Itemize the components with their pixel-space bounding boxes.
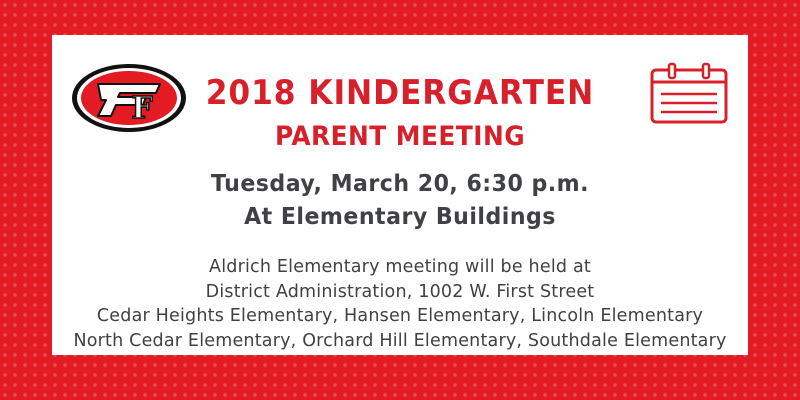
meeting-location: At Elementary Buildings bbox=[244, 204, 556, 230]
detail-line: Aldrich Elementary meeting will be held at bbox=[209, 257, 591, 277]
page-title: 2018 KINDERGARTEN bbox=[205, 73, 595, 113]
page-subtitle: PARENT MEETING bbox=[274, 121, 526, 152]
logo-letter: F bbox=[131, 91, 153, 126]
announcement-card bbox=[52, 35, 748, 355]
meeting-details bbox=[52, 255, 748, 353]
detail-line: North Cedar Elementary, Orchard Hill Elementary, Southdale Elementary bbox=[73, 330, 727, 351]
detail-line: District Administration, 1002 W. First Street bbox=[205, 281, 595, 302]
meeting-date-time: Tuesday, March 20, 6:30 p.m. bbox=[211, 171, 589, 197]
detail-line: Cedar Heights Elementary, Hansen Elementary, Lincoln Elementary bbox=[96, 306, 704, 326]
